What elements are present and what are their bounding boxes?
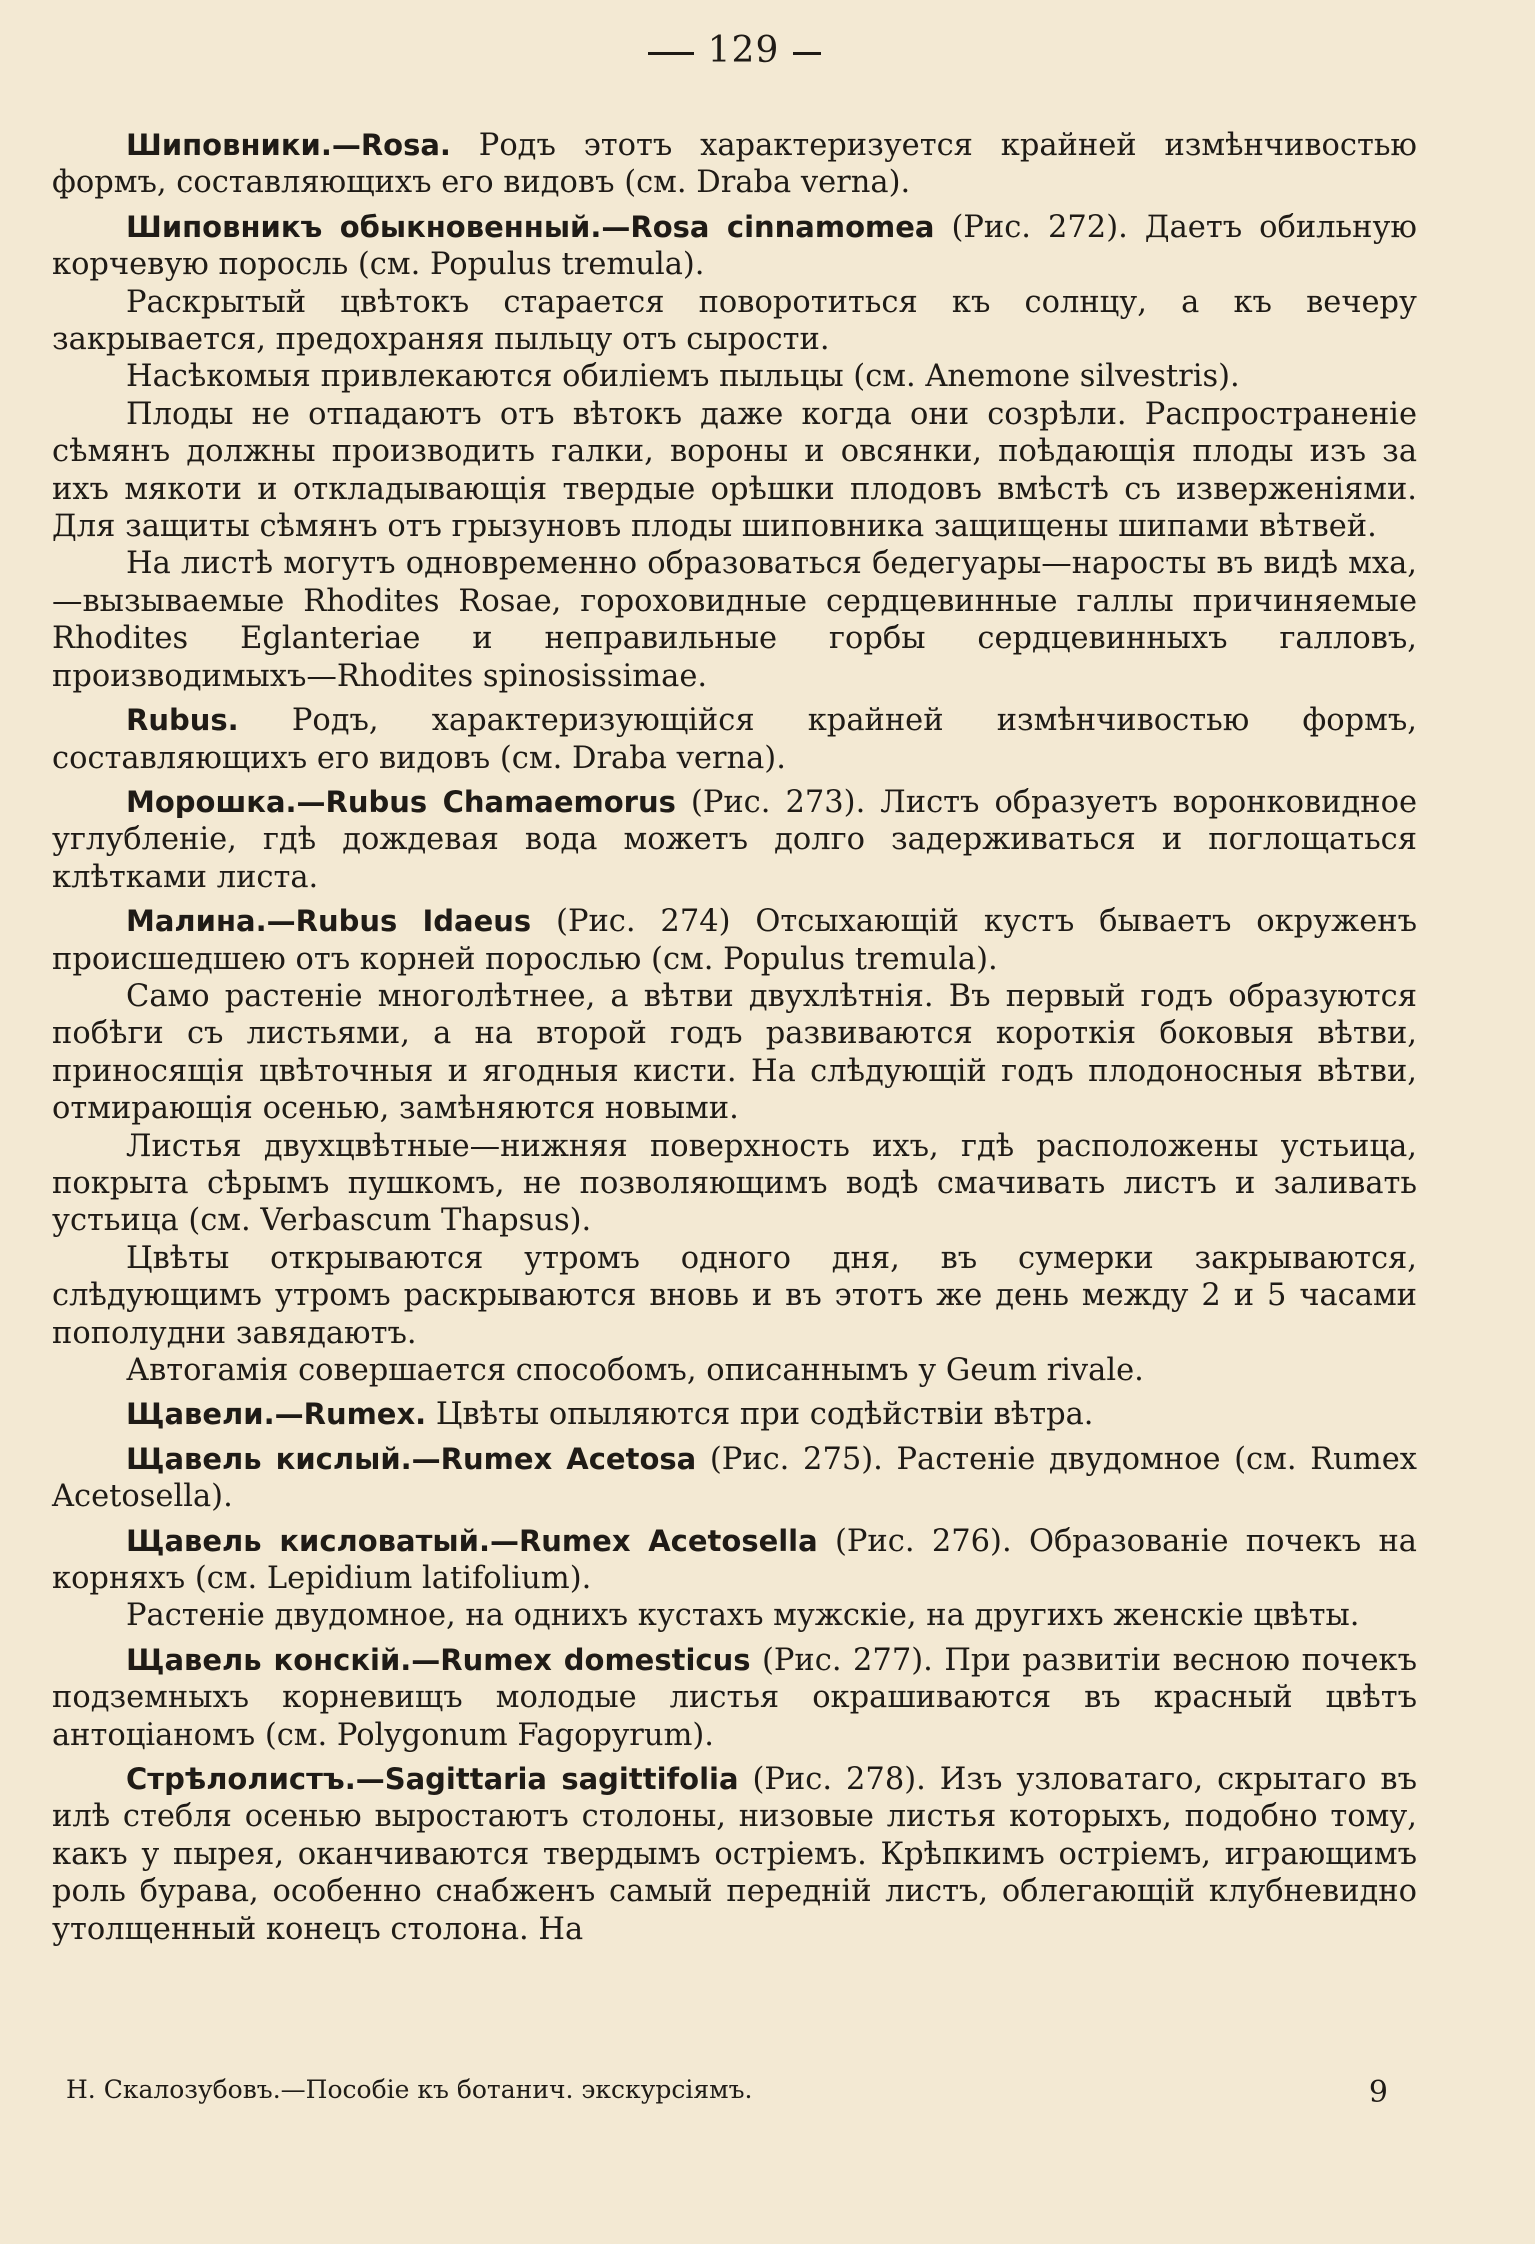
entry-heading: Шиповникъ обыкновенный.—Rosa cinnamomea: [126, 209, 935, 244]
paragraph-text: Родъ, характеризующійся крайней измѣнчивостью формъ, составляющихъ его видовъ (см. Draba verna).: [52, 703, 1417, 776]
paragraph: [52, 1441, 1417, 1516]
signature-mark: 9: [1368, 2075, 1388, 2110]
paragraph-text: Цвѣты открываются утромъ одного дня, въ сумерки закрываются, слѣдующимъ утромъ раскрываются вновь и въ этотъ же день между 2 и 5 часами пополудни завядаютъ.: [52, 1240, 1417, 1351]
paragraph-text: (Рис. 277). При развитіи весною почекъ подземныхъ корневищъ молодые листья окрашиваются въ красный цвѣтъ антоціаномъ (см. Polygonum Fagopyrum).: [52, 1642, 1417, 1753]
paragraph-text: Родъ этотъ характеризуется крайней измѣнчивостью формъ, составляющихъ его видовъ (см. Draba verna).: [52, 128, 1417, 201]
entry-heading: Шиповники.—Rosa.: [126, 128, 451, 162]
paragraph: [52, 284, 1417, 359]
footer-text: Н. Скалозубовъ.—Пособіе къ ботанич. экскурсіямъ.: [66, 2075, 753, 2104]
paragraph: [52, 1128, 1417, 1240]
entry-heading: Rubus.: [126, 703, 239, 738]
paragraph-text: Цвѣты опыляются при содѣйствіи вѣтра.: [426, 1397, 1094, 1433]
entry-heading: Морошка.—Rubus Chamaemorus: [126, 784, 676, 819]
paragraph-text: Плоды не отпадаютъ отъ вѣтокъ даже когда они созрѣли. Распространеніе сѣмянъ должны производить галки, вороны и овсянки, поѣдающія плоды изъ за ихъ мякоти и откладывающія твердые орѣшки плодовъ вмѣстѣ съ изверженіями. Для защиты сѣмянъ отъ грызуновъ плоды шиповника защищены шипами вѣтвей.: [52, 396, 1417, 545]
page-footer: [66, 2075, 1388, 2110]
paragraph: [52, 1240, 1417, 1352]
paragraph: [52, 1523, 1417, 1598]
paragraph: [52, 1597, 1417, 1634]
dash-left: [648, 52, 694, 55]
paragraph: [52, 396, 1417, 546]
paragraph-text: Раскрытый цвѣтокъ старается поворотиться къ солнцу, а къ вечеру закрывается, предохраняя пыльцу отъ сырости.: [52, 284, 1417, 358]
paragraph: [52, 209, 1417, 284]
paragraph-text: (Рис. 278). Изъ узловатаго, скрытаго въ илѣ стебля осенью выростаютъ столоны, низовые листья которыхъ, подобно тому, какъ у пырея, оканчиваются твердымъ остріемъ. Крѣпкимъ остріемъ, играющимъ роль бурава, особенно снабженъ самый передній листъ, облегающій клубневидно утолщенный конецъ столона. На: [52, 1762, 1417, 1947]
paragraph: [52, 1396, 1417, 1433]
paragraph: [52, 1642, 1417, 1754]
paragraph: [52, 127, 1417, 202]
paragraph: [52, 978, 1417, 1128]
paragraph-text: (Рис. 273). Листъ образуетъ воронковидное углубленіе, гдѣ дождевая вода можетъ долго задерживаться и поглощаться клѣтками листа.: [52, 784, 1417, 895]
paragraph: [52, 903, 1417, 978]
body-text: [52, 120, 1417, 1948]
entry-heading: Щавель конскій.—Rumex domesticus: [126, 1642, 751, 1677]
paragraph: [52, 358, 1417, 395]
page-number: [52, 30, 1417, 71]
entry-heading: Малина.—Rubus Idaeus: [126, 904, 532, 939]
dash-right: [793, 52, 821, 55]
paragraph-text: Насѣкомыя привлекаются обиліемъ пыльцы (см. Anemone silvestris).: [126, 359, 1240, 395]
paragraph-text: (Рис. 276). Образованіе почекъ на корняхъ (см. Lepidium latifolium).: [52, 1523, 1417, 1597]
paragraph-text: (Рис. 275). Растеніе двудомное (см. Rumex Acetosella).: [52, 1441, 1417, 1515]
entry-heading: Щавели.—Rumex.: [126, 1397, 427, 1432]
entry-heading: Щавель кислый.—Rumex Acetosa: [126, 1441, 697, 1476]
paragraph-text: На листѣ могутъ одновременно образоваться бедегуары—наросты въ видѣ мха,—вызываемые Rhodites Rosae, гороховидные сердцевинные галлы причиняемые Rhodites Eglanteriae и неправильные горбы сердцевинныхъ галловъ, производимыхъ—Rhodites spinosissimae.: [52, 546, 1417, 694]
paragraph: [52, 1761, 1417, 1948]
paragraph-text: (Рис. 274) Отсыхающій кустъ бываетъ окруженъ происшедшею отъ корней порослью (см. Populus tremula).: [52, 904, 1417, 977]
paragraph: [52, 702, 1417, 777]
page-number-value: 129: [707, 30, 780, 71]
entry-heading: Щавель кисловатый.—Rumex Acetosella: [126, 1523, 818, 1558]
entry-heading: Стрѣлолистъ.—Sagittaria sagittifolia: [126, 1762, 739, 1797]
paragraph-text: Растеніе двудомное, на однихъ кустахъ мужскіе, на другихъ женскіе цвѣты.: [126, 1598, 1360, 1634]
paragraph-text: Автогамія совершается способомъ, описаннымъ у Geum rivale.: [126, 1353, 1144, 1388]
paragraph-text: Листья двухцвѣтные—нижняя поверхность ихъ, гдѣ расположены устьица, покрыта сѣрымъ пушкомъ, не позволяющимъ водѣ смачивать листъ и заливать устьица (см. Verbascum Thapsus).: [52, 1128, 1417, 1239]
paragraph: [52, 1352, 1417, 1389]
paragraph-text: Само растеніе многолѣтнее, а вѣтви двухлѣтнія. Въ первый годъ образуются побѣги съ листьями, а на второй годъ развиваются короткія боковыя вѣтви, приносящія цвѣточныя и ягодныя кисти. На слѣдующій годъ плодоносныя вѣтви, отмирающія осенью, замѣняются новыми.: [52, 978, 1417, 1127]
paragraph: [52, 545, 1417, 695]
paragraph-text: (Рис. 272). Даетъ обильную корчевую поросль (см. Populus tremula).: [52, 209, 1417, 283]
paragraph: [52, 784, 1417, 896]
book-page: [52, 0, 1417, 2244]
